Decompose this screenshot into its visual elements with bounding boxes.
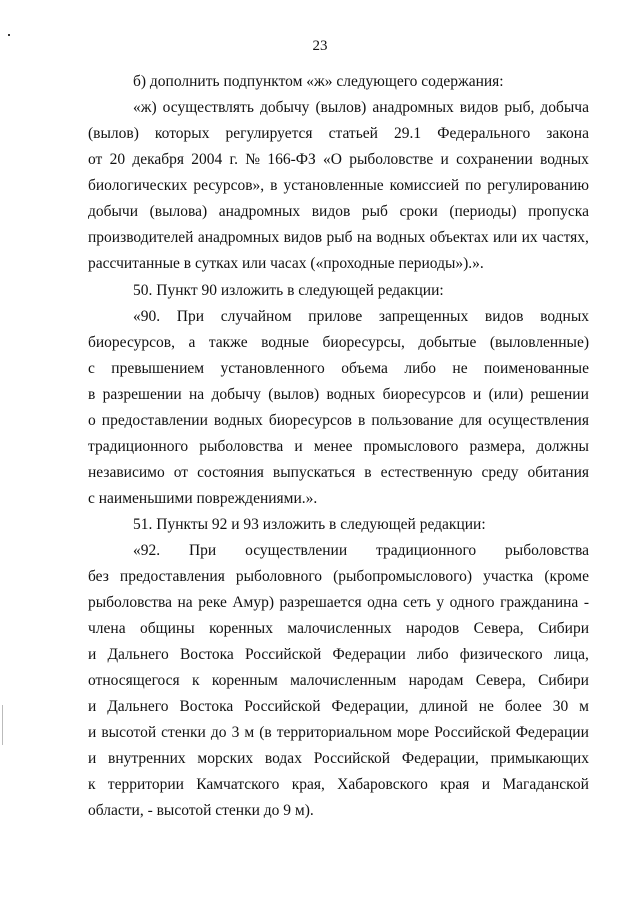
text-line: биоресурсов, а также водные биоресурсы, добытые (выловленные) xyxy=(88,334,589,351)
text-line: биологических ресурсов», в установленные комиссией по регулированию xyxy=(88,177,589,194)
text-line: «ж) осуществлять добычу (вылов) анадромных видов рыб, добыча xyxy=(133,99,589,116)
scan-mark xyxy=(2,705,3,745)
text-line: б) дополнить подпунктом «ж» следующего содержания: xyxy=(133,73,504,90)
text-line: и высотой стенки до 3 м (в территориальном море Российской Федерации xyxy=(88,724,589,741)
text-line: «92. При осуществлении традиционного рыболовства xyxy=(133,542,589,559)
text-line: о предоставлении водных биоресурсов в пользование для осуществления xyxy=(88,412,589,429)
page-number: 23 xyxy=(312,38,328,54)
text-line: без предоставления рыболовного (рыбопромыслового) участка (кроме xyxy=(88,568,589,585)
text-line: и внутренних морских водах Российской Федерации, примыкающих xyxy=(88,750,589,767)
text-line: «90. При случайном прилове запрещенных видов водных xyxy=(133,308,589,325)
text-line: независимо от состояния выпускаться в естественную среду обитания xyxy=(88,464,589,481)
scan-mark xyxy=(8,34,10,36)
text-line: рыболовства на реке Амур) разрешается одна сеть у одного гражданина - xyxy=(88,594,589,611)
text-line: к территории Камчатского края, Хабаровского края и Магаданской xyxy=(88,776,589,793)
text-line: производителей анадромных видов рыб на водных объектах или их частях, xyxy=(88,229,589,246)
text-line: относящегося к коренным малочисленным народам Севера, Сибири xyxy=(88,672,589,689)
text-line: области, - высотой стенки до 9 м). xyxy=(88,802,314,819)
text-line: от 20 декабря 2004 г. № 166-ФЗ «О рыболовстве и сохранении водных xyxy=(88,151,589,168)
text-line: 50. Пункт 90 изложить в следующей редакции: xyxy=(133,282,444,299)
text-line: в разрешении на добычу (вылов) водных биоресурсов и (или) решении xyxy=(88,386,589,403)
text-line: добычи (вылова) анадромных видов рыб сроки (периоды) пропуска xyxy=(88,203,589,220)
text-line: (вылов) которых регулируется статьей 29.1 Федерального закона xyxy=(88,125,589,142)
text-line: и Дальнего Востока Российской Федерации либо физического лица, xyxy=(88,646,589,663)
text-line: и Дальнего Востока Российской Федерации, длиной не более 30 м xyxy=(88,698,589,715)
text-line: члена общины коренных малочисленных народов Севера, Сибири xyxy=(88,620,589,637)
text-line: рассчитанные в сутках или часах («проходные периоды»).». xyxy=(88,255,484,272)
text-line: 51. Пункты 92 и 93 изложить в следующей редакции: xyxy=(133,516,486,533)
text-line: с превышением установленного объема либо не поименованные xyxy=(88,360,589,377)
text-line: с наименьшими повреждениями.». xyxy=(88,490,318,507)
text-line: традиционного рыболовства и менее промыслового размера, должны xyxy=(88,438,589,455)
